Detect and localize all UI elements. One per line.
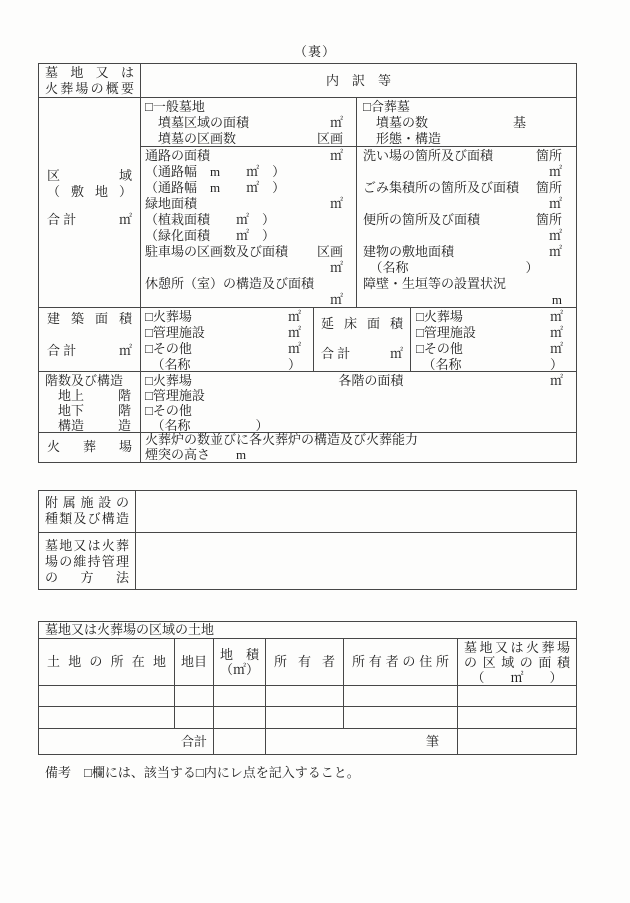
communal-grave-title: 合葬墓: [370, 99, 410, 114]
checkbox-line: □管理施設 ㎡: [416, 325, 563, 340]
detail-line: ㎡: [329, 292, 343, 307]
name-paren-line: （名称 ）: [145, 357, 301, 372]
detail-line: 駐車場の区画数及び面積 区画: [145, 244, 343, 259]
detail-line: （名称 ）: [363, 260, 539, 275]
crematory-line2: 煙突の高さ m: [145, 446, 247, 462]
land-row-cell: [214, 707, 266, 729]
floor-area-detail-cell: [411, 308, 576, 372]
detail-line: （植栽面積 ㎡ ）: [145, 212, 276, 227]
maintenance-label-cell: 墓地又は火葬 場の維持管理 の方法: [39, 533, 136, 589]
land-row-cell: [266, 686, 344, 707]
overview-label-line2: 火葬場の概要: [45, 81, 134, 96]
communal-form-label: 形態・構造: [363, 131, 442, 146]
each-floor-area-label: 各階の面積: [338, 373, 404, 388]
land-row-cell: [175, 686, 214, 707]
detail-line: 便所の箇所及び面積 箇所: [363, 212, 562, 227]
grave-area-unit: ㎡: [329, 115, 343, 130]
building-area-label: 建築面積: [47, 311, 132, 326]
land-header-region-area: 墓地又は火葬場 の区域の面積 （ ㎡ ）: [458, 639, 576, 686]
floor-area-label-cell: [314, 308, 411, 372]
crematory-label: 火葬場: [47, 439, 132, 454]
communal-grave-count-line: [363, 115, 562, 131]
communal-count-unit: 基: [512, 115, 526, 130]
zone-mid-detail-cell: [141, 147, 357, 308]
page-side-label: （裏）: [293, 44, 336, 59]
checkbox-icon: □: [416, 309, 424, 324]
checkbox-icon: □: [145, 99, 153, 114]
zone-label-line1: 区域: [47, 168, 132, 183]
overview-label-line1: 墓地又は: [45, 65, 134, 80]
land-total-count-cell: [266, 729, 458, 754]
land-header-category: 地目: [175, 639, 214, 686]
zone-label-line2: （敷地）: [47, 184, 132, 199]
detail-line: 休憩所（室）の構造及び面積: [145, 276, 315, 291]
land-table-title: 墓地又は火葬場の区域の土地: [39, 622, 576, 639]
checkbox-icon: □: [145, 309, 153, 324]
attached-value-cell: [136, 491, 576, 533]
checkbox-line: □その他 ㎡: [416, 341, 563, 356]
checkbox-icon: □: [363, 99, 371, 114]
zone-label-cell: [39, 98, 141, 308]
crematory-line1: 火葬炉の数並びに各火葬炉の構造及び火葬能力: [145, 433, 419, 447]
stories-label-cell: 階数及び構造 地上 階 地下 階 構造 造: [39, 372, 141, 433]
communal-grave-cell: [357, 98, 576, 147]
checkbox-icon: □: [416, 325, 424, 340]
grave-area-label: 墳墓区域の面積: [145, 115, 250, 130]
stories-line2: □管理施設: [145, 388, 205, 403]
land-header-owner-address: 所有者の住所: [344, 639, 458, 686]
main-table: [38, 63, 577, 463]
checkbox-icon: □: [416, 341, 424, 356]
maintenance-value-cell: [136, 533, 576, 589]
stories-line4: （名称 ）: [145, 418, 269, 433]
land-total-region-cell: [458, 729, 576, 754]
detail-line: 緑地面積 ㎡: [145, 196, 343, 211]
floor-area-total-line: 合 計 ㎡: [321, 346, 403, 361]
stories-line3: □その他: [145, 403, 192, 418]
detail-line: ごみ集積所の箇所及び面積 箇所: [363, 180, 562, 195]
attached-label-cell: 附属施設の 種類及び構造: [39, 491, 136, 533]
detail-line: ㎡: [548, 228, 562, 243]
communal-count-label: 墳墓の数: [363, 115, 429, 130]
land-row-cell: [266, 707, 344, 729]
land-row-cell: [344, 686, 458, 707]
detail-line: （通路幅 m ㎡ ）: [145, 164, 286, 179]
land-row-cell: [344, 707, 458, 729]
general-grave-area-line: [145, 115, 343, 131]
checkbox-line: □その他 ㎡: [145, 341, 301, 356]
land-total-label-cell: [39, 729, 214, 754]
general-grave-title-line: [145, 99, 343, 115]
detail-line: （通路幅 m ㎡ ）: [145, 180, 286, 195]
zone-total-label: 合 計: [47, 212, 77, 227]
detail-line: ㎡: [548, 164, 562, 179]
land-row-cell: [458, 686, 576, 707]
land-header-area: 地 積 （㎡）: [214, 639, 266, 686]
land-row-cell: [214, 686, 266, 707]
general-grave-count-line: [145, 131, 343, 147]
land-total-area-cell: [214, 729, 266, 754]
building-area-label-cell: [39, 308, 141, 372]
detail-line: ㎡: [329, 260, 343, 275]
general-grave-title: 一般墓地: [152, 99, 205, 114]
land-row-cell: [175, 707, 214, 729]
land-total-count-unit: 筆: [425, 734, 439, 749]
remark-note: 備考 □欄には、該当する□内にレ点を記入すること。: [45, 765, 360, 780]
general-grave-cell: [141, 98, 357, 147]
checkbox-icon: □: [145, 388, 153, 403]
communal-grave-title-line: [363, 99, 562, 115]
breakdown-header: 内 訳 等: [325, 72, 391, 88]
detail-line: 建物の敷地面積 ㎡: [363, 244, 562, 259]
detail-line: 洗い場の箇所及び面積 箇所: [363, 148, 562, 163]
detail-line: 障壁・生垣等の設置状況: [363, 276, 507, 291]
detail-line: m: [551, 292, 562, 307]
land-header-location: 土地の所在地: [39, 639, 175, 686]
detail-line: 通路の面積 ㎡: [145, 148, 343, 163]
overview-label-cell: [39, 64, 141, 98]
name-paren-line: （名称 ）: [416, 357, 563, 372]
crematory-detail-cell: [141, 433, 576, 462]
land-row-cell: [458, 707, 576, 729]
checkbox-line: □火葬場 ㎡: [416, 309, 563, 324]
detail-line: ㎡: [548, 196, 562, 211]
land-table: [38, 621, 577, 755]
communal-grave-form-line: [363, 131, 562, 147]
checkbox-icon: □: [145, 403, 153, 418]
crematory-label-cell: [39, 433, 141, 462]
land-header-owner: 所有者: [266, 639, 344, 686]
stories-line1: □火葬場 各階の面積 ㎡: [145, 373, 563, 388]
grave-count-label: 墳墓の区画数: [145, 131, 237, 146]
checkbox-icon: □: [145, 373, 153, 388]
checkbox-line: □火葬場 ㎡: [145, 309, 301, 324]
land-row-cell: [39, 686, 175, 707]
attached-facilities-table: [38, 490, 577, 590]
stories-detail-cell: [141, 372, 576, 433]
zone-total-unit: ㎡: [118, 212, 132, 227]
checkbox-icon: □: [145, 341, 153, 356]
checkbox-line: □管理施設 ㎡: [145, 325, 301, 340]
floor-area-label: 延床面積: [321, 316, 403, 331]
land-row-cell: [39, 707, 175, 729]
land-total-label: 合計: [180, 734, 207, 749]
detail-line: （緑化面積 ㎡ ）: [145, 228, 276, 243]
zone-right-detail-cell: [357, 147, 576, 308]
building-area-total-line: 合 計 ㎡: [47, 343, 132, 358]
building-area-detail-cell: [141, 308, 314, 372]
zone-total-line: [47, 212, 132, 228]
checkbox-icon: □: [145, 325, 153, 340]
grave-count-unit: 区画: [316, 131, 343, 146]
breakdown-header-cell: [141, 64, 576, 98]
